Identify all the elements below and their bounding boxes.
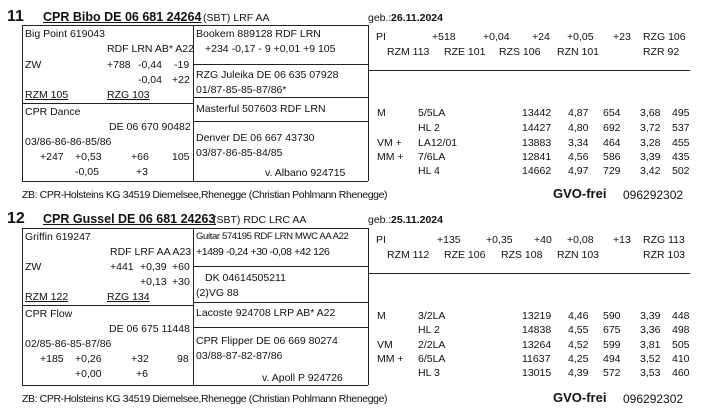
perf-lactation: 2/2LA: [418, 339, 446, 351]
animal-name: CPR Bibo DE 06 681 24264: [43, 10, 202, 24]
perf-label: VM: [377, 339, 393, 351]
sire-rzg: RZG 103: [107, 89, 150, 101]
box-bottom: [22, 385, 368, 386]
dam-lactations: 02/85-86-85-87/86: [25, 338, 112, 350]
maternal-sire-dam: RZG Juleika DE 06 635 07928: [196, 69, 339, 81]
box-right: [368, 228, 369, 385]
perf-fat-pct: 4,55: [568, 324, 589, 336]
perf-lactation: HL 3: [418, 367, 440, 379]
perf-protein-kg: 502: [672, 165, 690, 177]
dam-value: 105: [172, 151, 190, 163]
animal-name: CPR Gussel DE 06 681 24263: [43, 212, 216, 226]
perf-protein-kg: 495: [672, 107, 690, 119]
perf-milk-kg: 13219: [522, 310, 552, 322]
zw-value: -0,44: [138, 59, 162, 71]
breed-code: (SBT) LRF AA: [203, 12, 270, 24]
dam-id: DE 06 675 11448: [109, 323, 190, 335]
dam-value: +6: [136, 368, 148, 380]
perf-milk-kg: 13015: [522, 367, 552, 379]
pi-index: RZE 101: [444, 46, 486, 58]
maternal-sire-values: +234 -0,17 - 9 +0,01 +9 105: [205, 43, 336, 55]
perf-label: MM +: [377, 353, 404, 365]
dam-value: -0,05: [75, 166, 99, 178]
perf-fat-pct: 4,25: [568, 353, 589, 365]
perf-fat-kg: 572: [603, 367, 621, 379]
box-top: [22, 228, 368, 229]
pi-rzr: RZR 103: [643, 249, 686, 261]
maternal-sire-dam-lactations: 01/87-85-85-87/86*: [196, 84, 287, 96]
sire-name: Big Point 619043: [25, 28, 105, 40]
box-right: [368, 25, 369, 181]
pi-rzg: RZG 106: [643, 31, 686, 43]
perf-fat-kg: 464: [603, 137, 621, 149]
perf-fat-pct: 4,39: [568, 367, 589, 379]
perf-milk-kg: 14838: [522, 324, 552, 336]
perf-protein-kg: 435: [672, 151, 690, 163]
pi-value: +518: [432, 31, 456, 43]
zw-value: +441: [110, 261, 134, 273]
perf-lactation: 3/2LA: [418, 310, 446, 322]
dam-value: 98: [177, 353, 189, 365]
perf-protein-kg: 455: [672, 137, 690, 149]
perf-protein-pct: 3,68: [640, 107, 661, 119]
registration-code: 096292302: [623, 188, 684, 202]
maternal-sire: Guitar 574195 RDF LRN MWC AA A22: [196, 231, 349, 242]
box-divider-r1: [193, 266, 368, 267]
dam-value: +66: [131, 151, 149, 163]
sire-rzm: RZM 122: [25, 291, 69, 303]
perf-fat-pct: 4,80: [568, 122, 589, 134]
perf-protein-kg: 498: [672, 324, 690, 336]
dam-value: +185: [40, 353, 64, 365]
pi-value: +24: [532, 31, 550, 43]
perf-protein-pct: 3,42: [640, 165, 661, 177]
dam-value: +0,26: [75, 353, 102, 365]
perf-protein-pct: 3,53: [640, 367, 661, 379]
box-divider-left: [22, 305, 193, 306]
perf-milk-kg: 14662: [522, 165, 552, 177]
perf-fat-kg: 590: [603, 310, 621, 322]
perf-fat-pct: 3,34: [568, 137, 589, 149]
perf-protein-kg: 448: [672, 310, 690, 322]
pi-index: RZN 101: [557, 46, 600, 58]
dam-value: +247: [40, 151, 64, 163]
sire-codes: RDF LRF AA A23: [110, 246, 192, 258]
gvo-badge: GVO-frei: [553, 390, 607, 405]
perf-protein-pct: 3,72: [640, 122, 661, 134]
pi-index: RZS 106: [499, 46, 541, 58]
sire-rzg: RZG 134: [107, 291, 150, 303]
perf-fat-kg: 494: [603, 353, 621, 365]
pi-index: RZS 108: [501, 249, 543, 261]
breed-code: (SBT) RDC LRC AA: [213, 214, 307, 226]
registration-code: 096292302: [623, 392, 684, 406]
maternal-sire-values: +1489 -0,24 +30 -0,08 +42 126: [196, 246, 330, 258]
box-divider-left: [22, 103, 193, 104]
dam-value: +0,00: [75, 368, 102, 380]
zw-value: +0,39: [140, 261, 167, 273]
dam-name: CPR Dance: [25, 106, 81, 118]
zw-label: ZW: [25, 59, 42, 71]
zw-label: ZW: [25, 261, 42, 273]
sire-rzm: RZM 105: [25, 89, 69, 101]
pi-label: PI: [376, 31, 386, 43]
dam-value: +3: [136, 166, 148, 178]
perf-label: MM +: [377, 151, 404, 163]
zw-value: +22: [172, 74, 190, 86]
perf-protein-kg: 537: [672, 122, 690, 134]
dam-name: CPR Flow: [25, 308, 73, 320]
sire-codes: RDF LRN AB* A22: [107, 43, 194, 55]
birth-label: geb.:: [368, 12, 392, 24]
perf-lactation: 5/5LA: [418, 107, 446, 119]
gvo-badge: GVO-frei: [553, 186, 607, 201]
box-left: [22, 228, 23, 385]
zw-value: +60: [172, 261, 190, 273]
perf-fat-kg: 675: [603, 324, 621, 336]
perf-lactation: HL 2: [418, 324, 440, 336]
pi-divider: [368, 273, 690, 274]
birth-date: 26.11.2024: [391, 12, 443, 24]
grandsire-line: v. Albano 924715: [265, 167, 346, 179]
perf-lactation: 7/6LA: [418, 151, 446, 163]
maternal-granddam: Denver DE 06 667 43730: [196, 132, 315, 144]
perf-protein-kg: 505: [672, 339, 690, 351]
breeder-line: ZB: CPR-Holsteins KG 34519 Diemelsee,Rhenegge (Christian Pohlmann Rhenegge): [22, 393, 388, 405]
perf-protein-pct: 3,39: [640, 151, 661, 163]
perf-fat-pct: 4,56: [568, 151, 589, 163]
perf-protein-pct: 3,52: [640, 353, 661, 365]
box-divider-r3: [193, 327, 368, 328]
pi-value: +0,04: [483, 31, 510, 43]
perf-label: M: [377, 107, 386, 119]
pi-rzr: RZR 92: [643, 46, 680, 58]
pi-rzg: RZG 113: [643, 234, 685, 246]
box-top: [22, 25, 368, 26]
perf-milk-kg: 13264: [522, 339, 552, 351]
birth-label: geb.:: [368, 214, 392, 226]
maternal-sire-dam-lactations: (2)VG 88: [196, 287, 239, 299]
zw-value: +0,13: [140, 276, 167, 288]
perf-milk-kg: 14427: [522, 122, 552, 134]
dam-value: +32: [131, 353, 149, 365]
perf-protein-pct: 3,39: [640, 310, 661, 322]
box-mid: [193, 228, 194, 385]
perf-milk-kg: 11637: [522, 353, 551, 365]
perf-fat-kg: 654: [603, 107, 621, 119]
pi-index: RZM 113: [387, 46, 430, 58]
dam-id: DE 06 670 90482: [109, 121, 191, 133]
maternal-sire-dam: DK 04614505211: [205, 272, 286, 284]
maternal-granddam-lactations: 03/88-87-82-87/86: [196, 350, 283, 362]
maternal-sire: Bookem 889128 RDF LRN: [196, 28, 321, 40]
box-divider-r1: [193, 64, 368, 65]
perf-lactation: HL 2: [418, 122, 440, 134]
perf-milk-kg: 13883: [522, 137, 552, 149]
perf-fat-pct: 4,46: [568, 310, 589, 322]
pi-value: +0,05: [567, 31, 594, 43]
perf-protein-pct: 3,28: [640, 137, 661, 149]
perf-lactation: LA12/01: [418, 137, 458, 149]
pi-value: +135: [437, 234, 461, 246]
lot-number: 11: [7, 8, 24, 25]
maternal-grandsire: Lacoste 924708 LRP AB* A22: [196, 307, 336, 319]
perf-lactation: 6/5LA: [418, 353, 446, 365]
breeder-line: ZB: CPR-Holsteins KG 34519 Diemelsee,Rhenegge (Christian Pohlmann Rhenegge): [22, 189, 388, 201]
lot-number: 12: [7, 210, 25, 227]
box-divider-r2: [193, 97, 368, 98]
box-divider-r2: [193, 302, 368, 303]
dam-value: +0,53: [75, 151, 102, 163]
perf-protein-pct: 3,36: [640, 324, 661, 336]
grandsire-line: v. Apoll P 924726: [262, 372, 343, 384]
perf-lactation: HL 4: [418, 165, 440, 177]
zw-value: -0,04: [138, 74, 162, 86]
perf-fat-pct: 4,97: [568, 165, 589, 177]
zw-value: +30: [172, 276, 190, 288]
pi-value: +23: [613, 31, 631, 43]
pi-divider: [368, 70, 690, 71]
pi-index: RZM 112: [387, 249, 430, 261]
perf-fat-pct: 4,52: [568, 339, 589, 351]
maternal-granddam: CPR Flipper DE 06 669 80274: [196, 335, 338, 347]
zw-value: -19: [174, 59, 190, 71]
perf-fat-kg: 692: [603, 122, 621, 134]
pi-value: +13: [613, 234, 631, 246]
pi-index: RZE 106: [444, 249, 486, 261]
dam-lactations: 03/86-86-86-85/86: [25, 136, 112, 148]
perf-milk-kg: 13442: [522, 107, 552, 119]
zw-value: +788: [107, 59, 131, 71]
pi-value: +0,35: [486, 234, 513, 246]
pi-index: RZN 103: [557, 249, 600, 261]
perf-label: VM +: [377, 137, 402, 149]
perf-label: M: [377, 310, 386, 322]
perf-fat-kg: 729: [603, 165, 621, 177]
pi-label: PI: [376, 234, 386, 246]
maternal-grandsire: Masterful 507603 RDF LRN: [196, 103, 326, 115]
perf-fat-kg: 586: [603, 151, 621, 163]
pi-value: +40: [534, 234, 552, 246]
sire-name: Griffin 619247: [25, 231, 91, 243]
perf-protein-pct: 3,81: [640, 339, 661, 351]
box-divider-r3: [193, 121, 368, 122]
perf-milk-kg: 12841: [522, 151, 552, 163]
perf-protein-kg: 410: [672, 353, 690, 365]
perf-fat-kg: 599: [603, 339, 621, 351]
perf-fat-pct: 4,87: [568, 107, 589, 119]
maternal-granddam-lactations: 03/87-86-85-84/85: [196, 147, 283, 159]
box-bottom: [22, 181, 368, 182]
birth-date: 25.11.2024: [391, 214, 443, 226]
perf-protein-kg: 460: [672, 367, 690, 379]
pi-value: +0,08: [567, 234, 594, 246]
